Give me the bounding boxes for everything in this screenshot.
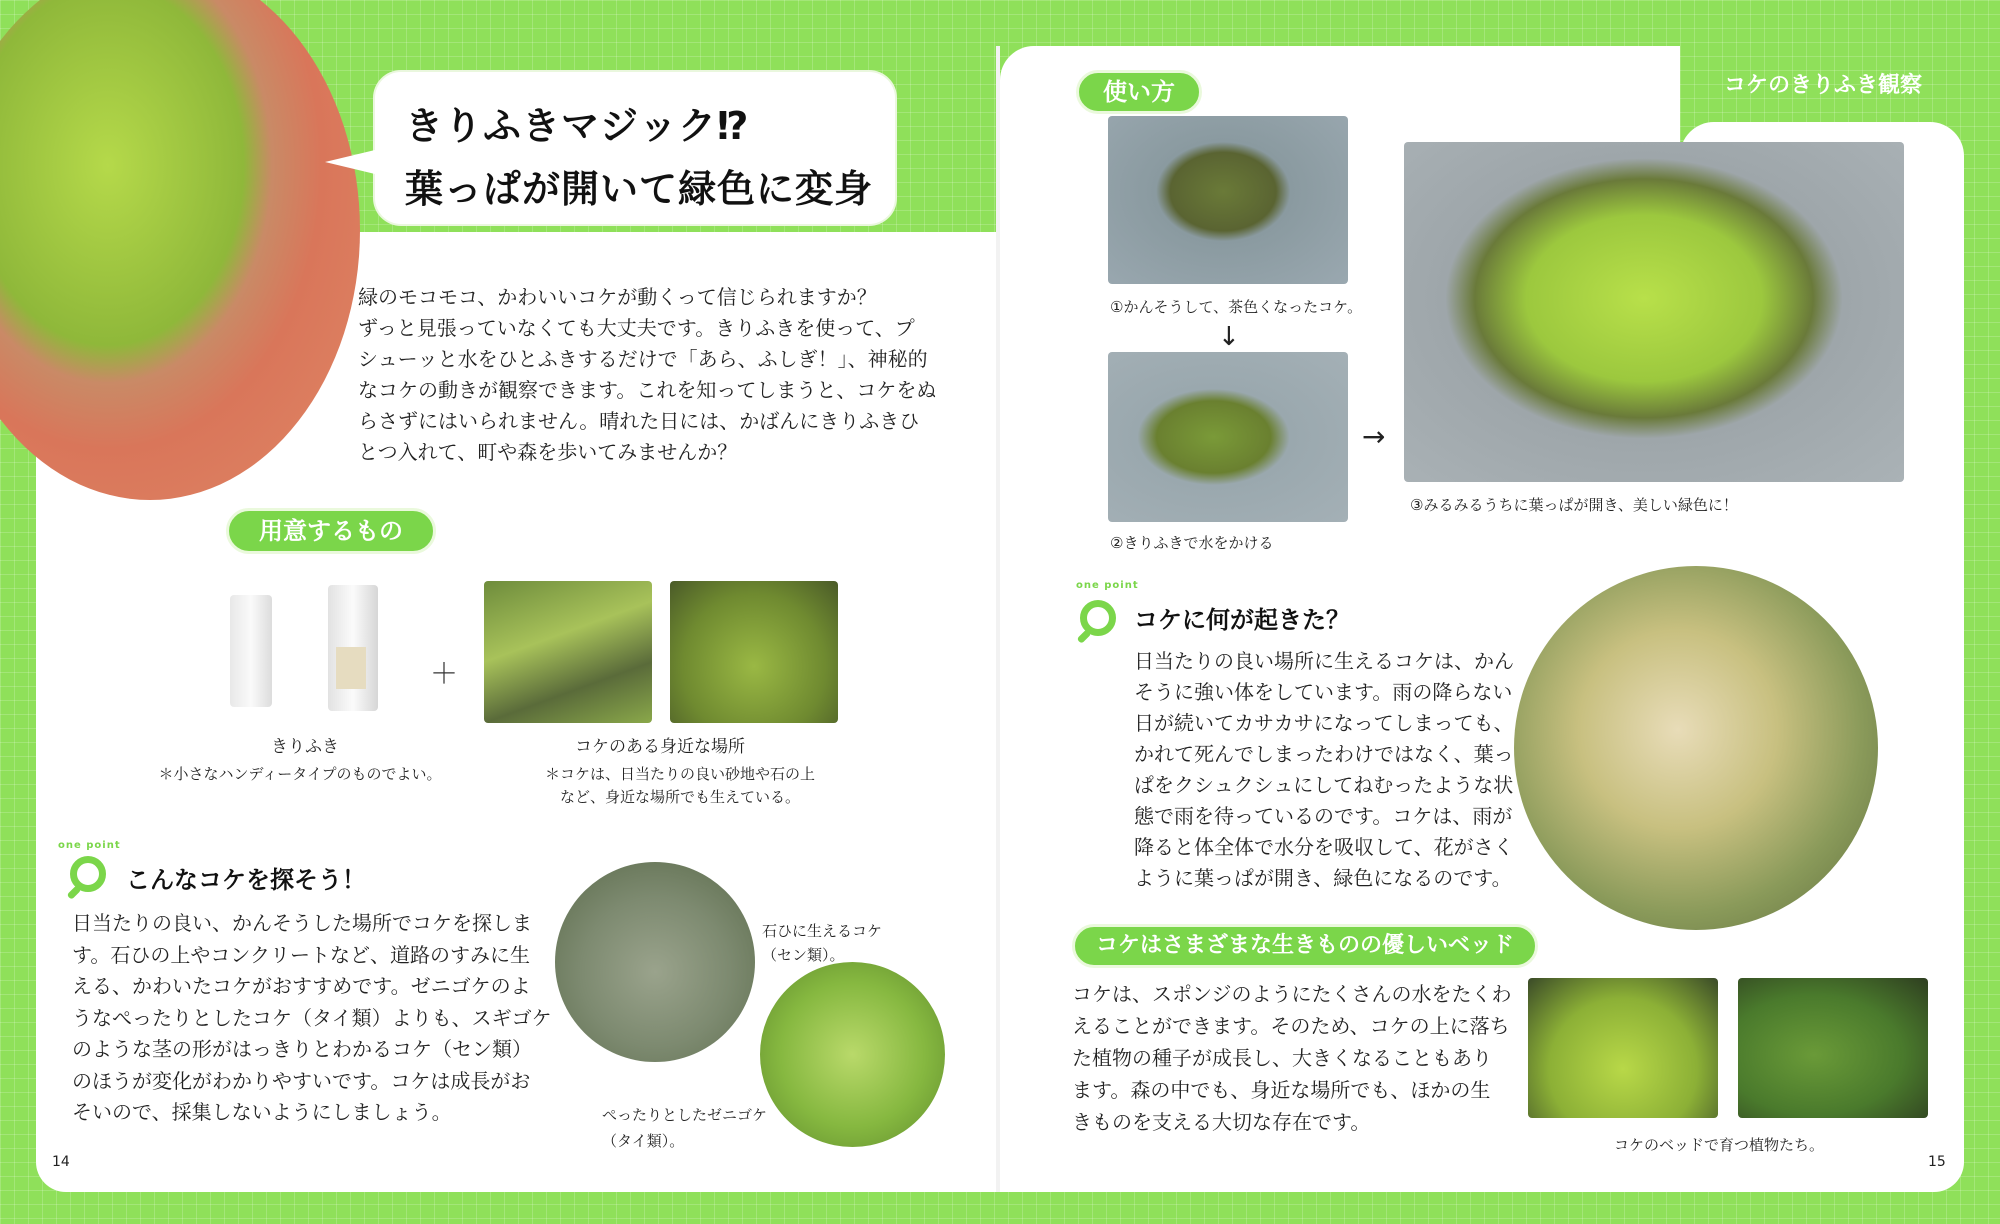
happen-line: 降ると体全体で水分を吸収して、花がさく <box>1134 835 1514 859</box>
down-arrow-icon: ↓ <box>1218 322 1240 352</box>
left-page-top <box>300 232 996 262</box>
search-line: のような茎の形がはっきりとわかるコケ（セン類） <box>72 1037 532 1061</box>
search-line: 日当たりの良い、かんそうした場所でコケを探しま <box>72 911 532 935</box>
intro-line: ずっと見張っていなくても大丈夫です。きりふきを使って、プ <box>358 316 915 340</box>
intro-line: シューッと水をひとふきするだけで「あら、ふしぎ！」、神秘的 <box>358 347 928 371</box>
intro-text <box>358 282 948 468</box>
bed-line: きものを支える大切な存在です。 <box>1072 1110 1371 1134</box>
step-2-caption: ②きりふきで水をかける <box>1110 534 1274 552</box>
moss-place-label: コケのある身近な場所 <box>575 737 745 757</box>
spray-note: ＊小さなハンディータイプのものでよい。 <box>158 765 442 783</box>
dry-moss-photo <box>1108 116 1348 284</box>
spray-bottle-photo <box>228 585 388 725</box>
search-line: のほうが変化がわかりやすいです。コケは成長がお <box>72 1068 531 1093</box>
bed-heading: コケはさまざまな生きものの優しいベッド <box>1072 924 1538 968</box>
search-line: す。石ひの上やコンクリートなど、道路のすみに生 <box>72 942 530 967</box>
intro-line: らさずにはいられません。晴れた日には、かばんにきりふきひ <box>358 409 920 433</box>
happen-heading: コケに何が起きた？ <box>1134 606 1350 634</box>
usage-heading: 使い方 <box>1076 70 1202 114</box>
happen-line: ぱをクシュクシュにしてねむったような状 <box>1134 773 1514 797</box>
green-moss-photo <box>1404 142 1904 482</box>
search-line: える、かわいたコケがおすすめです。ゼニゴケのよ <box>72 974 531 998</box>
happen-line: ように葉っぱが開き、緑色になるのです。 <box>1134 866 1512 890</box>
right-arrow-icon: → <box>1362 420 1386 453</box>
step-1-caption: ①かんそうして、茶色くなったコケ。 <box>1110 298 1363 316</box>
happen-line: かれて死んでしまったわけではなく、葉っ <box>1134 742 1514 766</box>
moss-place-note-1: ＊コケは、日当たりの良い砂地や石の上 <box>544 765 815 783</box>
stone-wall-moss-photo <box>555 862 755 1062</box>
search-line: うなぺったりとしたコケ（タイ類）よりも、スギゴケ <box>72 1005 552 1030</box>
title-line-1: きりふきマジック⁉ <box>405 104 750 148</box>
one-point-label-2: one point <box>1076 580 1139 591</box>
plant-on-moss-photo-2 <box>1738 978 1928 1118</box>
liverwort-photo <box>760 962 945 1147</box>
moss-place-photo-1 <box>484 581 652 723</box>
happen-line: 日当たりの良い場所に生えるコケは、かん <box>1134 649 1514 673</box>
liverwort-cap-a: ぺったりとしたゼニゴケ <box>602 1106 768 1124</box>
bottle-label <box>336 647 366 689</box>
happen-line: そうに強い体をしています。雨の降らない <box>1134 680 1513 704</box>
plus-sign: ＋ <box>430 657 459 690</box>
page-number-right: 15 <box>1928 1154 1946 1170</box>
spraying-photo <box>1108 352 1348 522</box>
bottle-small <box>230 595 272 707</box>
magnifier-icon <box>70 856 106 892</box>
prepare-heading: 用意するもの <box>226 508 436 554</box>
title-line-2: 葉っぱが開いて緑色に変身 <box>405 167 874 211</box>
search-text <box>72 908 552 1129</box>
bed-line: えることができます。そのため、コケの上に落ち <box>1072 1014 1510 1038</box>
stone-moss-cap-a: 石ひに生えるコケ <box>762 922 883 940</box>
magnifier-icon-2 <box>1080 600 1116 636</box>
spray-label: きりふき <box>271 737 339 757</box>
bed-line: コケは、スポンジのようにたくさんの水をたくわ <box>1072 982 1512 1006</box>
header-tag: コケのきりふき観察 <box>1723 73 1922 98</box>
moss-place-note-2: など、身近な場所でも生えている。 <box>559 788 800 806</box>
liverwort-cap-b: （タイ類）。 <box>602 1132 685 1150</box>
moss-place-photo-2 <box>670 581 838 723</box>
plant-on-moss-photo-1 <box>1528 978 1718 1118</box>
intro-line: とつ入れて、町や森を歩いてみませんか？ <box>358 440 738 464</box>
intro-line: 緑のモコモコ、かわいいコケが動くって信じられますか？ <box>358 285 877 309</box>
happen-text <box>1134 646 1534 894</box>
bed-line: ます。森の中でも、身近な場所でも、ほかの生 <box>1072 1078 1491 1102</box>
happen-line: 態で雨を待っているのです。コケは、雨が <box>1134 804 1513 828</box>
bed-text <box>1072 978 1512 1138</box>
bed-line: た植物の種子が成長し、大きくなることもあり <box>1072 1046 1492 1070</box>
bed-caption: コケのベッドで育つ植物たち。 <box>1614 1136 1825 1154</box>
observers-photo <box>1514 566 1878 930</box>
page-gutter <box>996 46 1000 1192</box>
search-heading: こんなコケを探そう！ <box>126 866 366 894</box>
stone-moss-cap-b: （セン類）。 <box>762 946 845 964</box>
intro-line: なコケの動きが観察できます。これを知ってしまうと、コケをぬ <box>358 378 937 402</box>
one-point-label: one point <box>58 840 121 851</box>
search-line: そいので、採集しないようにしましょう。 <box>72 1100 452 1124</box>
step-3-caption: ③みるみるうちに葉っぱが開き、美しい緑色に！ <box>1410 496 1738 514</box>
happen-line: 日が続いてカサカサになってしまっても、 <box>1134 711 1514 735</box>
page-number-left: 14 <box>52 1154 70 1170</box>
